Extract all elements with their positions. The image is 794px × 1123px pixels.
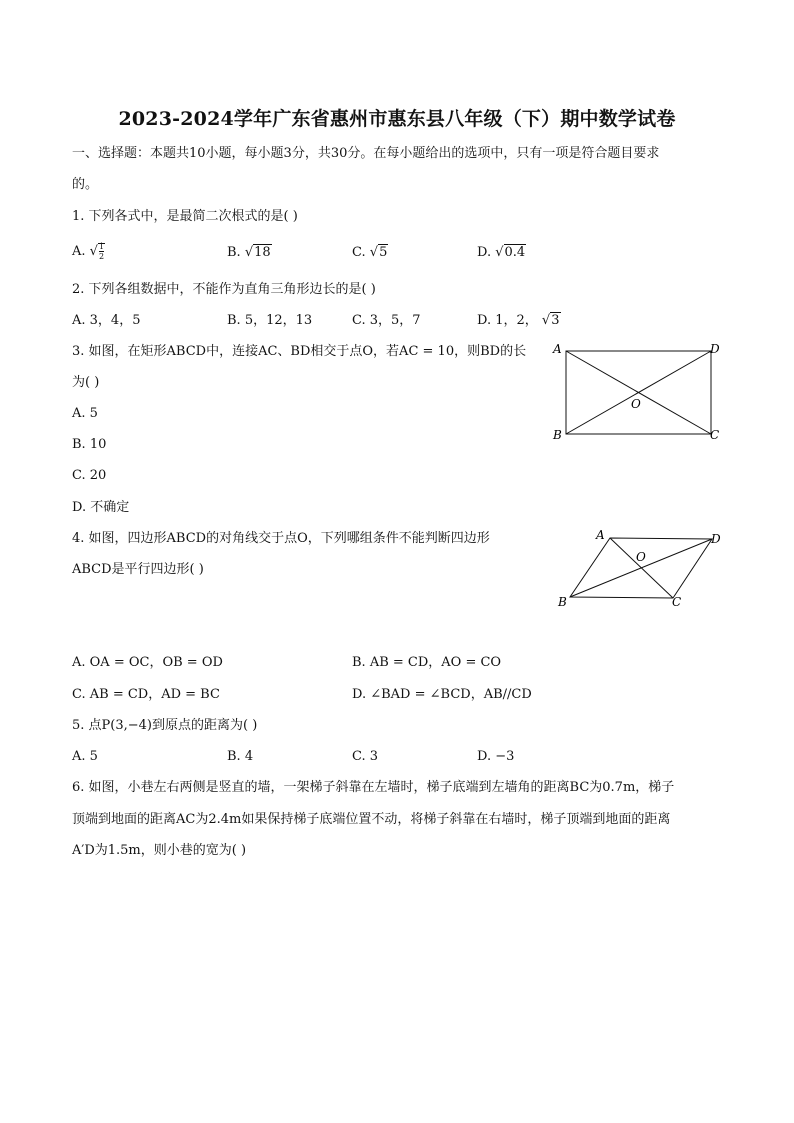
q4-stem-line2: ABCD是平行四边形( ) bbox=[72, 562, 204, 577]
section-instruction-line2: 的。 bbox=[72, 177, 99, 192]
q1-a-sqrt: √ $\frac{1}{2}$ bbox=[89, 242, 105, 261]
q1-a-denominator: 2 bbox=[98, 252, 105, 261]
q4-label-a: A bbox=[596, 528, 605, 542]
q1-option-c bbox=[352, 245, 388, 261]
q6-stem-line3: A′D为1.5m，则小巷的宽为( ) bbox=[72, 843, 247, 858]
q5-option-a: A. 5 bbox=[72, 749, 98, 764]
q3-rectangle-figure bbox=[548, 338, 728, 446]
q3-stem-line2: 为( ) bbox=[72, 375, 100, 390]
q1-a-numerator: 1 bbox=[98, 242, 105, 251]
q1-a-label: A. bbox=[72, 244, 86, 259]
q4-label-c: C bbox=[672, 595, 682, 609]
q1-b-radicand: 18 bbox=[254, 245, 271, 260]
q4-label-o: O bbox=[636, 550, 646, 564]
q2-option-c: C. 3，5，7 bbox=[352, 313, 421, 328]
q1-d-label: D. bbox=[477, 245, 492, 260]
q3-option-c: C. 20 bbox=[72, 468, 107, 483]
q6-stem-line2: 顶端到地面的距离AC为2.4m如果保持梯子底端位置不动，将梯子斜靠在右墙时，梯子顶端到地面的距离 bbox=[72, 812, 671, 827]
q1-stem: 1. 下列各式中，是最简二次根式的是( ) bbox=[72, 209, 298, 224]
q2-d-sqrt: √3 bbox=[541, 313, 560, 328]
q4-option-d: D. ∠BAD = ∠BCD，AB//CD bbox=[352, 687, 532, 702]
q1-option-d bbox=[477, 245, 526, 261]
q1-c-sqrt: √5 bbox=[369, 245, 388, 260]
section-instruction-line1: 一、选择题：本题共10小题，每小题3分，共30分。在每小题给出的选项中，只有一项是符合题目要求 bbox=[72, 146, 660, 161]
q1-c-radicand: 5 bbox=[379, 245, 388, 260]
q6-stem-line1: 6. 如图，小巷左右两侧是竖直的墙，一架梯子斜靠在左墙时，梯子底端到左墙角的距离BC为0.7m，梯子 bbox=[72, 780, 675, 795]
q5-option-c: C. 3 bbox=[352, 749, 379, 764]
q3-label-d: D bbox=[710, 342, 720, 356]
q3-option-a: A. 5 bbox=[72, 406, 98, 421]
q1-d-radicand: 0.4 bbox=[504, 245, 526, 260]
q4-option-a: A. OA = OC，OB = OD bbox=[72, 655, 223, 670]
q1-b-label: B. bbox=[227, 245, 241, 260]
q4-parallelogram-figure bbox=[552, 526, 728, 612]
q4-label-b: B bbox=[558, 595, 567, 609]
q4-option-b: B. AB = CD，AO = CO bbox=[352, 655, 502, 670]
q3-option-d: D. 不确定 bbox=[72, 500, 130, 515]
q1-option-b bbox=[227, 245, 272, 261]
q2-option-d bbox=[477, 313, 561, 329]
q1-option-a bbox=[72, 242, 105, 261]
page-title: 2023-2024学年广东省惠州市惠东县八年级（下）期中数学试卷 bbox=[118, 108, 676, 130]
q3-stem-line1: 3. 如图，在矩形ABCD中，连接AC、BD相交于点O，若AC = 10，则BD的长 bbox=[72, 344, 527, 359]
q2-option-b: B. 5，12，13 bbox=[227, 313, 313, 328]
q1-c-label: C. bbox=[352, 245, 366, 260]
q5-option-d: D. −3 bbox=[477, 749, 515, 764]
q1-b-sqrt: √18 bbox=[244, 245, 271, 260]
q3-label-o: O bbox=[631, 397, 641, 411]
q2-d-radicand: 3 bbox=[551, 313, 560, 328]
q2-option-a: A. 3，4，5 bbox=[72, 313, 141, 328]
q4-label-d: D bbox=[711, 532, 721, 546]
q5-option-b: B. 4 bbox=[227, 749, 254, 764]
q2-stem: 2. 下列各组数据中，不能作为直角三角形边长的是( ) bbox=[72, 282, 376, 297]
q3-label-c: C bbox=[710, 428, 720, 442]
q3-label-a: A bbox=[553, 342, 562, 356]
q5-stem: 5. 点P(3,−4)到原点的距离为( ) bbox=[72, 718, 258, 733]
diagonal-bd bbox=[570, 539, 712, 597]
q1-d-sqrt: √0.4 bbox=[495, 245, 526, 260]
q3-label-b: B bbox=[553, 428, 562, 442]
q3-option-b: B. 10 bbox=[72, 437, 107, 452]
q4-option-c: C. AB = CD，AD = BC bbox=[72, 687, 220, 702]
q4-stem-line1: 4. 如图，四边形ABCD的对角线交于点O，下列哪组条件不能判断四边形 bbox=[72, 531, 490, 546]
q2-d-label: D. 1，2， bbox=[477, 313, 538, 328]
